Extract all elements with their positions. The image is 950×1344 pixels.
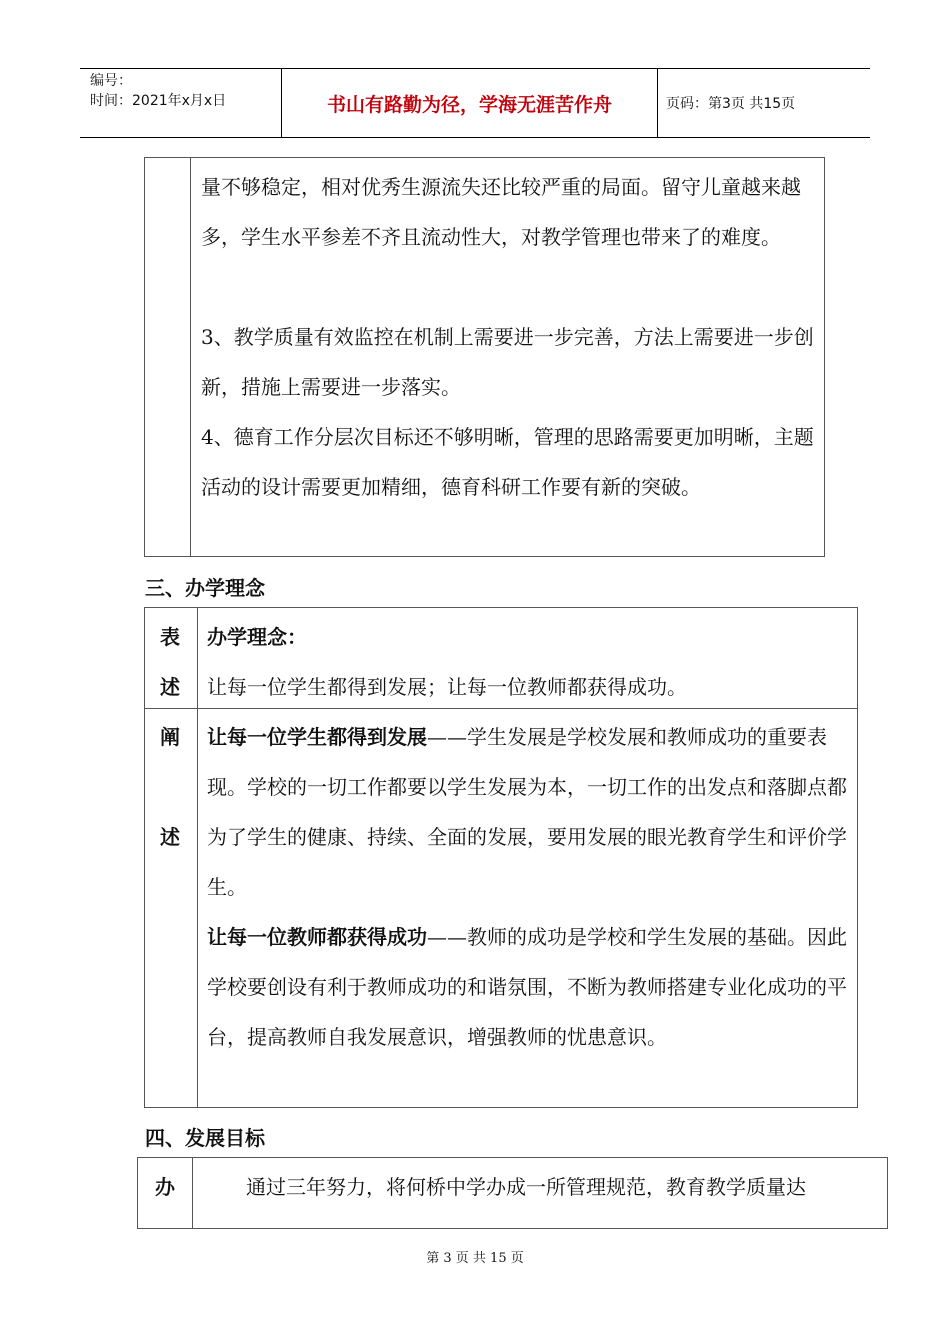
column-divider (190, 158, 191, 556)
column-divider (197, 608, 198, 1107)
row-label-char: 阐 (160, 725, 180, 749)
page-code: 页码：第3页 共15页 (666, 96, 796, 112)
continuation-paragraph: 3、教学质量有效监控在机制上需要进一步完善，方法上需要进一步创新，措施上需要进一步落实。 (201, 325, 814, 399)
section-title: 四、发展目标 (145, 1126, 265, 1150)
row-label-char: 述 (160, 825, 180, 849)
header-page-cell (658, 69, 870, 137)
philosophy-statement: 让每一位学生都得到发展；让每一位教师都获得成功。 (207, 675, 687, 699)
row-label-char: 办 (155, 1175, 175, 1199)
continuation-paragraph: 4、德育工作分层次目标还不够明晰，管理的思路需要更加明晰，主题活动的设计需要更加精细，德育科研工作要有新的突破。 (201, 425, 814, 499)
philosophy-heading-text: 办学理念： (207, 625, 307, 649)
philosophy-table (144, 607, 858, 1108)
continuation-table (144, 157, 825, 557)
row-label-char: 述 (160, 675, 180, 699)
elaboration-lead: 让每一位学生都得到发展 (207, 725, 427, 749)
header-meta (80, 69, 282, 137)
elaboration-paragraph (207, 712, 849, 912)
page-header (80, 68, 870, 138)
row-label-char: 表 (160, 625, 180, 649)
goals-text: 通过三年努力，将何桥中学办成一所管理规范，教育教学质量达 (246, 1175, 806, 1199)
column-divider (192, 1158, 193, 1228)
document-time: 时间：2021年x月x日 (90, 93, 227, 109)
continuation-paragraph: 量不够稳定，相对优秀生源流失还比较严重的局面。留守儿童越来越多，学生水平参差不齐且流动性大，对教学管理也带来了的难度。 (201, 175, 801, 249)
document-number: 编号： (90, 73, 132, 89)
page-footer: 第 3 页 共 15 页 (426, 1251, 524, 1266)
philosophy-heading (207, 612, 847, 662)
header-motto-cell (282, 69, 658, 137)
section-title: 三、办学理念 (145, 576, 265, 600)
elaboration-paragraph (207, 912, 849, 1062)
goals-table (137, 1157, 888, 1229)
elaboration-text: ——学生发展是学校发展和教师成功的重要表现。学校的一切工作都要以学生发展为本，一切工作的出发点和落脚点都为了学生的健康、持续、全面的发展，要用发展的眼光教育学生和评价学生。 (207, 725, 847, 899)
motto: 书山有路勤为径，学海无涯苦作舟 (326, 93, 612, 116)
elaboration-lead: 让每一位教师都获得成功 (207, 925, 427, 949)
elaboration-text: ——教师的成功是学校和学生发展的基础。因此学校要创设有利于教师成功的和谐氛围，不断为教师搭建专业化成功的平台，提高教师自我发展意识，增强教师的忧患意识。 (207, 925, 847, 1049)
